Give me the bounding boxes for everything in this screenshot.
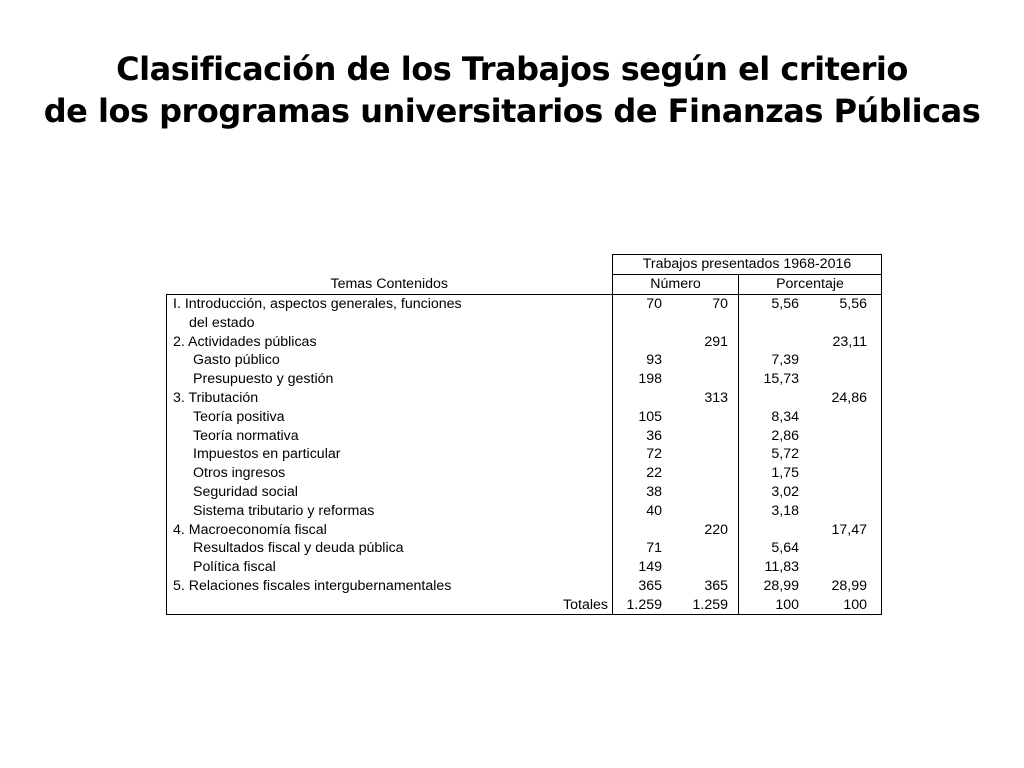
percent-total [811, 407, 882, 426]
totals-percent-total: 100 [811, 595, 882, 614]
totals-row [167, 595, 882, 614]
percent-total [811, 539, 882, 558]
row-label: Teoría normativa [167, 426, 613, 445]
totals-percent-sub: 100 [739, 595, 812, 614]
percent-total [811, 426, 882, 445]
totals-number-sub: 1.259 [613, 595, 669, 614]
totals-number-total: 1.259 [668, 595, 739, 614]
row-label: Política fiscal [167, 558, 613, 577]
number-total [668, 539, 739, 558]
row-label: 3. Tributación [167, 389, 613, 408]
number-sub: 72 [613, 445, 669, 464]
row-label: Seguridad social [167, 483, 613, 502]
row-label: Resultados fiscal y deuda pública [167, 539, 613, 558]
number-sub: 40 [613, 501, 669, 520]
percent-sub [739, 520, 812, 539]
number-sub: 93 [613, 351, 669, 370]
row-label: Teoría positiva [167, 407, 613, 426]
percent-total [811, 370, 882, 389]
percent-sub: 2,86 [739, 426, 812, 445]
table-row [167, 389, 882, 408]
table-row [167, 332, 882, 351]
percent-total [811, 483, 882, 502]
totals-label: Totales [167, 595, 613, 614]
percent-total: 28,99 [811, 577, 882, 596]
number-total [668, 313, 739, 332]
percent-sub: 8,34 [739, 407, 812, 426]
table-row [167, 577, 882, 596]
number-sub: 71 [613, 539, 669, 558]
number-sub: 70 [613, 294, 669, 313]
number-sub: 38 [613, 483, 669, 502]
number-total: 365 [704, 577, 728, 594]
percent-sub: 7,39 [739, 351, 812, 370]
percent-total: 24,86 [811, 389, 882, 408]
header-row-group [167, 255, 882, 275]
number-total [668, 483, 739, 502]
number-total [668, 501, 739, 520]
table-row [167, 426, 882, 445]
number-sub: 365 [613, 577, 669, 596]
percent-sub: 11,83 [739, 558, 812, 577]
percent-total [811, 464, 882, 483]
number-sub: 105 [613, 407, 669, 426]
slide-title [0, 48, 1024, 132]
table-row [167, 407, 882, 426]
title-line-1: Clasificación de los Trabajos según el criterio [116, 50, 908, 88]
row-label: 2. Actividades públicas [167, 332, 613, 351]
number-sub [613, 313, 669, 332]
number-total: 220 [704, 521, 728, 538]
percent-sub: 5,56 [739, 294, 812, 313]
percent-sub: 3,18 [739, 501, 812, 520]
table-row [167, 294, 882, 313]
table-row [167, 558, 882, 577]
row-label: Sistema tributario y reformas [167, 501, 613, 520]
number-sub [613, 389, 669, 408]
number-sub [613, 332, 669, 351]
row-label: Gasto público [167, 351, 613, 370]
number-total [668, 370, 739, 389]
percent-total: 5,56 [811, 294, 882, 313]
percent-total: 17,47 [811, 520, 882, 539]
percent-total: 23,11 [811, 332, 882, 351]
number-total: 291 [704, 333, 728, 350]
number-sub: 149 [613, 558, 669, 577]
percent-sub: 5,64 [739, 539, 812, 558]
number-total [668, 558, 739, 577]
number-total [668, 351, 739, 370]
row-label: Impuestos en particular [167, 445, 613, 464]
percent-sub: 28,99 [739, 577, 812, 596]
number-sub: 22 [613, 464, 669, 483]
table-row [167, 501, 882, 520]
number-sub [613, 520, 669, 539]
percent-total [811, 351, 882, 370]
number-total: 70 [668, 294, 739, 313]
percent-total [811, 445, 882, 464]
col-header-topic: Temas Contenidos [330, 275, 448, 292]
number-total [668, 464, 739, 483]
percent-sub: 1,75 [739, 464, 812, 483]
table-row [167, 351, 882, 370]
percent-total [811, 501, 882, 520]
table-row [167, 445, 882, 464]
row-label: del estado [167, 313, 613, 332]
row-label: Presupuesto y gestión [167, 370, 613, 389]
group-header: Trabajos presentados 1968-2016 [613, 255, 882, 275]
row-label: I. Introducción, aspectos generales, funciones [167, 294, 613, 313]
col-header-percent: Porcentaje [739, 274, 882, 294]
table-row [167, 313, 882, 332]
table-row [167, 539, 882, 558]
row-label: Otros ingresos [167, 464, 613, 483]
number-total [668, 407, 739, 426]
percent-sub: 3,02 [739, 483, 812, 502]
col-header-number: Número [613, 274, 739, 294]
row-label: 5. Relaciones fiscales intergubernamentales [167, 577, 613, 596]
percent-sub [739, 332, 812, 351]
percent-sub: 5,72 [739, 445, 812, 464]
row-label: 4. Macroeconomía fiscal [167, 520, 613, 539]
percent-total [811, 558, 882, 577]
number-total [668, 426, 739, 445]
number-total [668, 445, 739, 464]
percent-sub [739, 313, 812, 332]
title-line-2: de los programas universitarios de Finanzas Públicas [43, 92, 981, 130]
header-row-columns [167, 274, 882, 294]
table-row [167, 483, 882, 502]
percent-sub: 15,73 [739, 370, 812, 389]
number-sub: 36 [613, 426, 669, 445]
percent-total [811, 313, 882, 332]
number-total: 313 [704, 389, 728, 406]
table-row [167, 464, 882, 483]
table-row [167, 520, 882, 539]
number-sub: 198 [613, 370, 669, 389]
classification-table [166, 254, 882, 615]
percent-sub [739, 389, 812, 408]
table-row [167, 370, 882, 389]
